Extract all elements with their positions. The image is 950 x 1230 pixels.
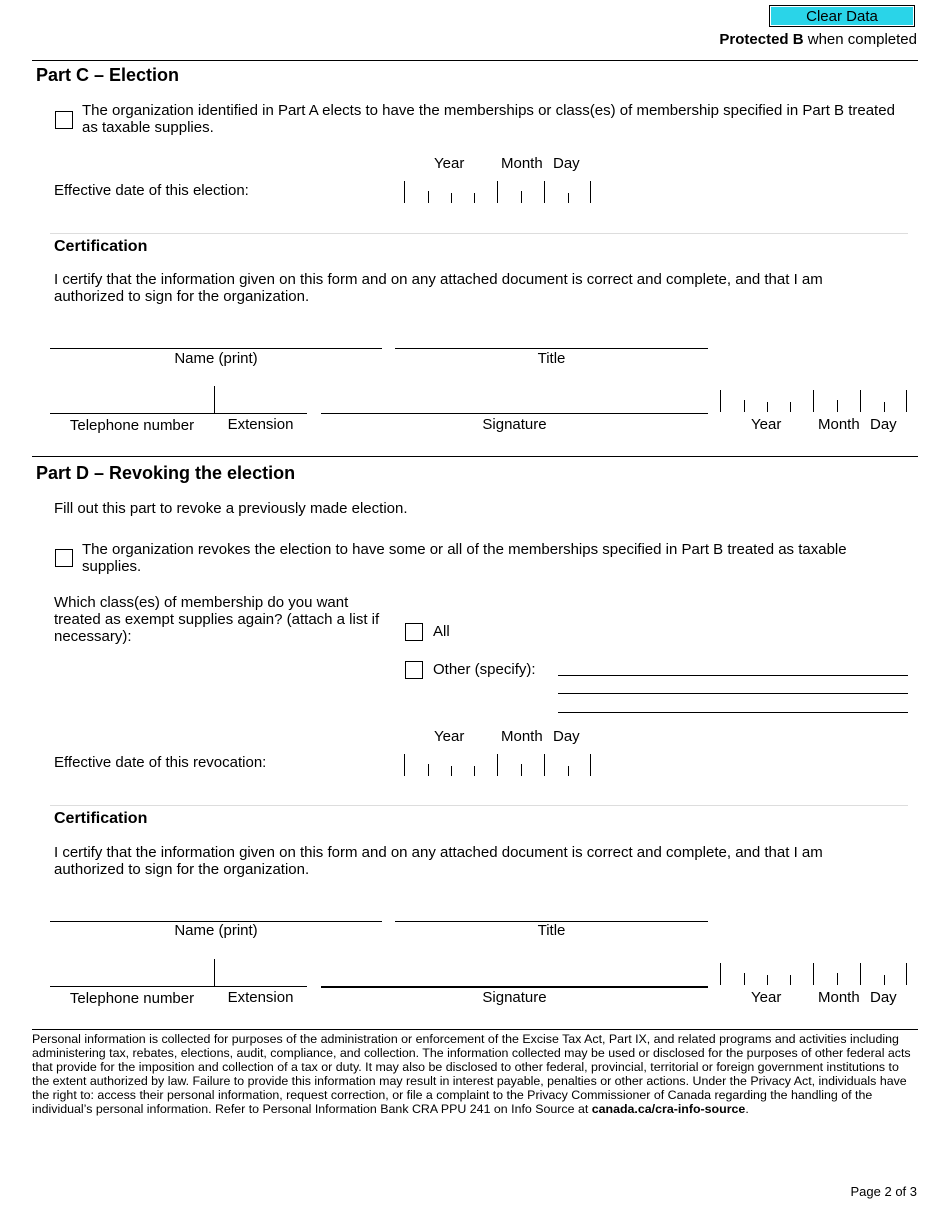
protected-b-rest: when completed (803, 31, 917, 48)
certification-d-year-label: Year (751, 989, 782, 1006)
title-c-label: Title (537, 350, 566, 367)
name-print-c-label: Name (print) (174, 350, 258, 367)
certification-d-day-label: Day (870, 989, 897, 1006)
election-date-month-label: Month (501, 155, 543, 172)
all-label: All (433, 623, 450, 640)
all-checkbox[interactable] (405, 623, 423, 641)
extension-c-divider (214, 386, 215, 413)
election-date-input[interactable] (404, 181, 594, 203)
privacy-text: Personal information is collected for purposes of the administration or enforcement of the Excise Tax Act, Part IX, and related programs and activities including administering tax, rebates, elections, audit, compliance, and collection. The information collected may be used or disclosed for the purposes of other federal acts that provide for the imposition and collection of a tax or duty. It may also be disclosed to other federal, provincial, territorial or foreign government institutions to the extent authorized by law. Failure to provide this information may result in interest payable, penalties or other actions. Under the Privacy Act, individuals have the right to: access their personal information, request correction, or file a complaint to the Privacy Commissioner of Canada regarding the handling of the individual’s personal information. Refer to Personal Information Bank CRA PPU 241 on Info Source at (32, 1032, 911, 1116)
election-checkbox[interactable] (55, 111, 73, 129)
privacy-notice (32, 1032, 912, 1116)
revocation-date-label: Effective date of this revocation: (54, 754, 267, 771)
revoke-text: The organization revokes the election to have some or all of the memberships specified in Part B treated as taxable supplies. (82, 541, 847, 575)
certification-d-text: I certify that the information given on this form and on any attached document is correct and complete, and that I am authorized to sign for the organization. (54, 844, 823, 878)
part-c-title: Part C – Election (36, 65, 180, 85)
extension-d-divider (214, 959, 215, 986)
certification-c-year-label: Year (751, 416, 782, 433)
signature-d-label: Signature (482, 989, 547, 1006)
telephone-d-label: Telephone number (69, 990, 195, 1007)
other-label: Other (specify): (433, 661, 536, 678)
signature-c-label: Signature (482, 416, 547, 433)
election-date-year-label: Year (434, 155, 465, 172)
name-print-d-label: Name (print) (174, 922, 258, 939)
protected-b-label (719, 31, 917, 48)
other-checkbox[interactable] (405, 661, 423, 679)
title-d-label: Title (537, 922, 566, 939)
certification-c-divider (50, 233, 908, 234)
certification-d-divider (50, 805, 908, 806)
classes-question: Which class(es) of membership do you want treated as exempt supplies again? (attach a list if necessary): (54, 594, 380, 645)
privacy-end: . (745, 1102, 749, 1116)
certification-d-title: Certification (54, 810, 148, 827)
page-number: Page 2 of 3 (850, 1184, 917, 1199)
title-c-line[interactable] (395, 348, 708, 349)
extension-c-label: Extension (227, 416, 294, 433)
election-date-label: Effective date of this election: (54, 182, 249, 199)
name-print-c-line[interactable] (50, 348, 382, 349)
certification-c-day-label: Day (870, 416, 897, 433)
other-specify-line-3[interactable] (558, 712, 908, 713)
part-d-intro: Fill out this part to revoke a previously made election. (54, 500, 408, 517)
other-specify-line-1[interactable] (558, 675, 908, 676)
revocation-date-input[interactable] (404, 754, 594, 776)
certification-c-date-input[interactable] (720, 390, 910, 412)
part-d-divider (32, 456, 918, 457)
privacy-divider (32, 1029, 918, 1030)
revoke-checkbox[interactable] (55, 549, 73, 567)
revocation-date-year-label: Year (434, 728, 465, 745)
protected-b-bold: Protected B (719, 31, 804, 48)
certification-d-date-input[interactable] (720, 963, 910, 985)
telephone-c-line[interactable] (50, 413, 307, 414)
revocation-date-day-label: Day (553, 728, 580, 745)
telephone-c-label: Telephone number (69, 417, 195, 434)
clear-data-button[interactable]: Clear Data (769, 5, 915, 27)
part-c-divider (32, 60, 918, 61)
signature-d-line[interactable] (321, 986, 708, 988)
telephone-d-line[interactable] (50, 986, 307, 987)
info-source-link[interactable]: canada.ca/cra-info-source (591, 1102, 746, 1116)
certification-c-text: I certify that the information given on this form and on any attached document is correct and complete, and that I am authorized to sign for the organization. (54, 271, 823, 305)
certification-d-month-label: Month (818, 989, 860, 1006)
certification-c-title: Certification (54, 238, 148, 255)
election-date-day-label: Day (553, 155, 580, 172)
other-specify-line-2[interactable] (558, 693, 908, 694)
revocation-date-month-label: Month (501, 728, 543, 745)
election-text: The organization identified in Part A elects to have the memberships or class(es) of membership specified in Part B treated as taxable supplies. (82, 102, 895, 136)
signature-c-line[interactable] (321, 413, 708, 414)
part-d-title: Part D – Revoking the election (36, 463, 296, 483)
certification-c-month-label: Month (818, 416, 860, 433)
extension-d-label: Extension (227, 989, 294, 1006)
